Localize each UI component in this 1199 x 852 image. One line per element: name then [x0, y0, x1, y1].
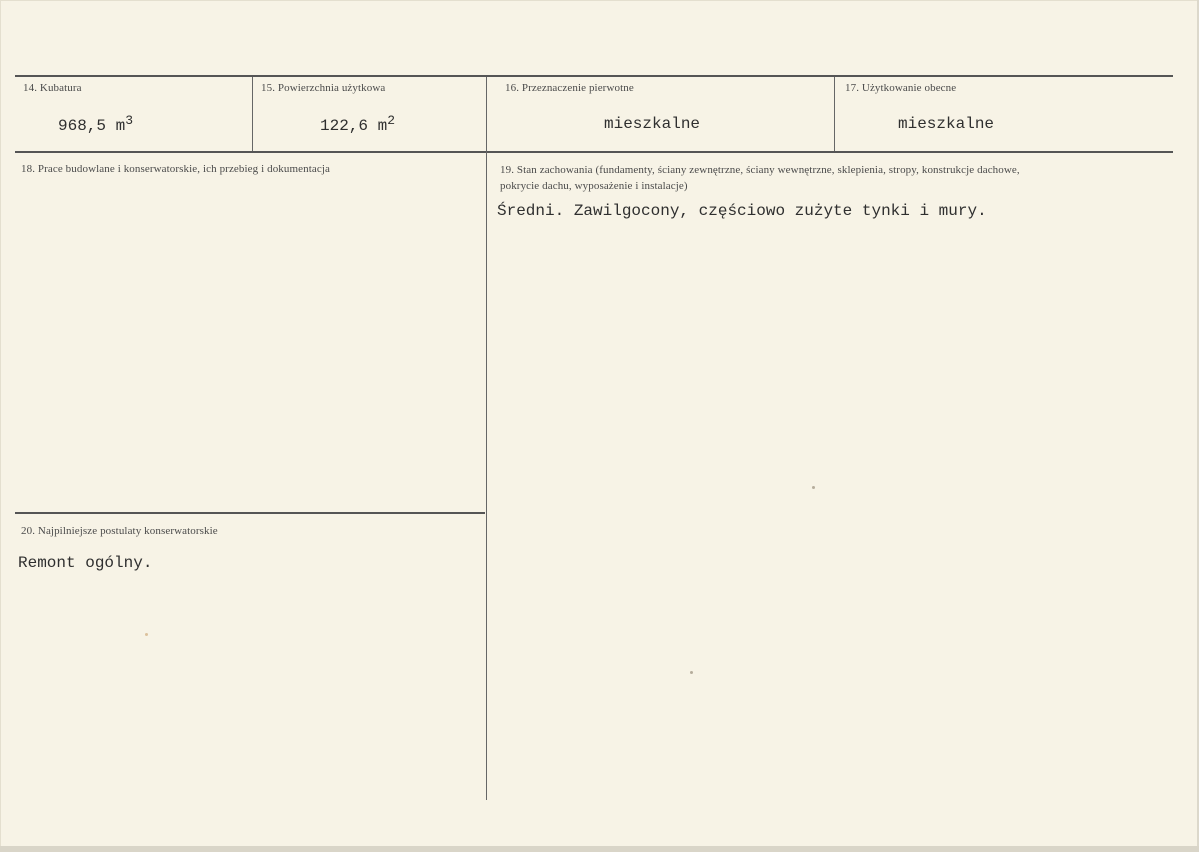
field17-value: mieszkalne [898, 115, 995, 133]
paper-speck [812, 486, 815, 489]
divider-16-17 [834, 77, 835, 151]
field19-label: 19. Stan zachowania (fundamenty, ściany zewnętrzne, ściany wewnętrzne, sklepienia, stropy, konstrukcje dachowe, pokrycie dachu, wyposażenie i instalacje) [500, 164, 1020, 192]
field15-label: 15. Powierzchnia użytkowa [261, 82, 386, 94]
field16-label: 16. Przeznaczenie pierwotne [505, 82, 634, 94]
divider-15-16 [486, 77, 487, 800]
field14-label: 14. Kubatura [23, 82, 82, 94]
field18-label: 18. Prace budowlane i konserwatorskie, ich przebieg i dokumentacja [21, 163, 330, 175]
field18-bottom-rule [15, 512, 485, 514]
field14-exponent: 3 [125, 113, 134, 128]
field17-label: 17. Użytkowanie obecne [845, 82, 957, 94]
field20-label: 20. Najpilniejsze postulaty konserwatorskie [21, 525, 218, 537]
paper-speck [145, 633, 148, 636]
field14-value-text: 968,5 m [58, 117, 126, 135]
field15-exponent: 2 [387, 113, 396, 128]
top-rule [15, 75, 1173, 77]
field20-value: Remont ogólny. [18, 554, 153, 572]
divider-14-15 [252, 77, 253, 151]
field15-value [320, 113, 395, 135]
paper-edge-bottom [0, 846, 1199, 852]
field15-value-text: 122,6 m [320, 117, 388, 135]
field19-value: Średni. Zawilgocony, częściowo zużyte tynki i mury. [497, 202, 987, 220]
paper-speck [690, 671, 693, 674]
field16-value: mieszkalne [604, 115, 701, 133]
field14-value [58, 113, 133, 135]
row-divider [15, 151, 1173, 153]
